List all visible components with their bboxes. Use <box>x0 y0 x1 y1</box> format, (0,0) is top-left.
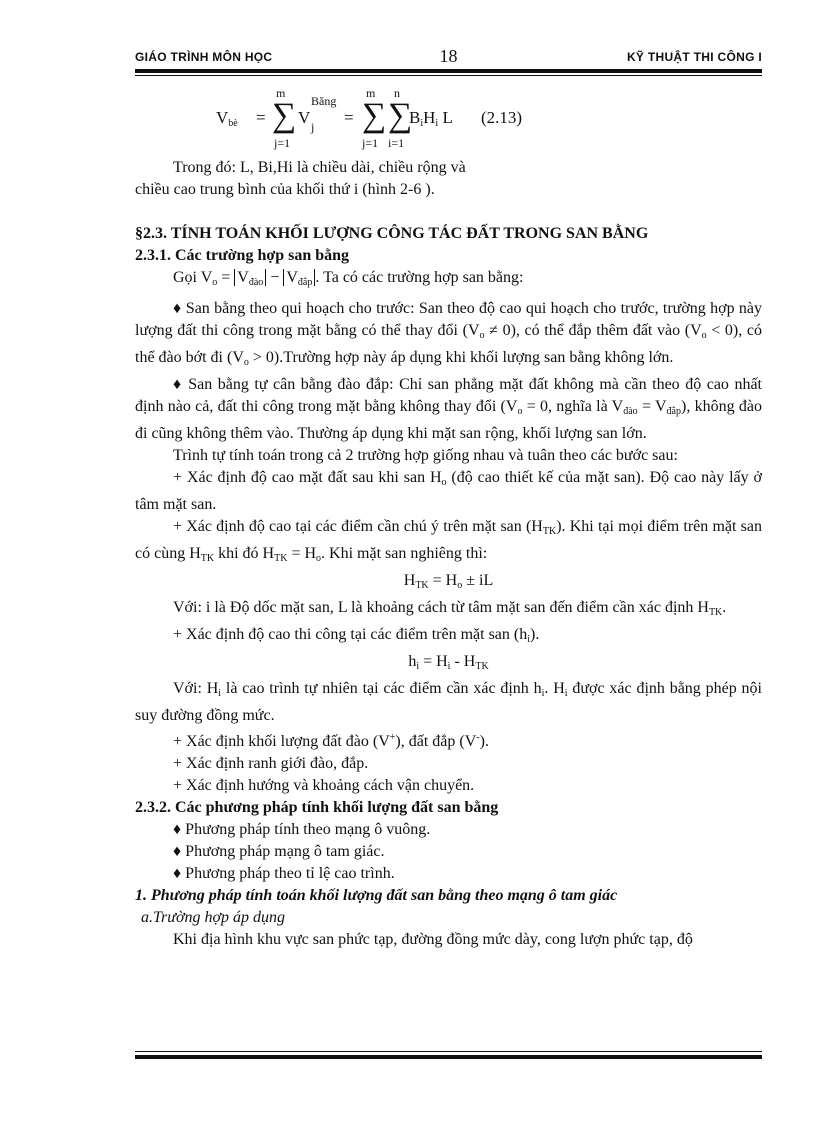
method-list-item: ♦ Phương pháp mạng ô tam giác. <box>173 843 385 860</box>
subsection-heading-2-3-1: 2.3.1. Các trường hợp san bằng <box>135 247 350 264</box>
paragraph: Trình tự tính toán trong cả 2 trường hợp giống nhau và tuân theo các bước sau: <box>173 447 678 464</box>
heading-method-1: 1. Phương pháp tính toán khối lượng đất san bằng theo mạng ô tam giác <box>135 887 618 904</box>
step-paragraph: + Xác định độ cao mặt đất sau khi san $H_o$ (độ cao thiết kế của mặt san). Độ cao này lấy ở tâm mặt san. <box>135 469 762 513</box>
formula-term2: $B_iH_i$ L <box>409 108 453 129</box>
sum3-upper-limit: n <box>394 86 400 100</box>
paragraph-goi: Gọi $V_o = V_{đào} - V_{đắp}$ . Ta có các trường hợp san bằng: <box>173 269 524 288</box>
step-paragraph: + Xác định ranh giới đào, đắp. <box>173 755 369 772</box>
header-rule-thin <box>135 75 762 76</box>
formula-2-13 <box>216 86 546 152</box>
bullet-paragraph: ♦ San bằng theo qui hoạch cho trước: San theo độ cao qui hoạch cho trước, trường hợp này lượng đất thi công trong mặt bằng có thể thay đổi $(V_o \ne 0)$, có thể đắp thêm đất vào $(V_o < 0)$, có thể đào bớt đi ($V_o$ > 0).Trường hợp này áp dụng khi khối lượng san bằng không lớn. <box>135 300 763 368</box>
sum-sign-3: ∑ <box>388 97 413 134</box>
paragraph: chiều cao trung bình của khối thứ i (hình 2-6 ). <box>135 181 435 198</box>
bullet-paragraph: ♦ San bằng tự cân bằng đào đắp: Chỉ san phẳng mặt đất không mà cần theo độ cao nhất định nào cả, đất thi công trong mặt bằng không thay đổi ($V_o = 0$, nghĩa là $V_{đào} = V_{đắp}$), không đào đi cũng không thêm vào. Thường áp dụng khi mặt san rộng, khối lượng san lớn. <box>135 376 762 442</box>
header-rule-thick <box>135 69 762 73</box>
formula-equals: = <box>256 108 266 127</box>
subsection-heading-2-3-2: 2.3.2. Các phương pháp tính khối lượng đất san bằng <box>135 799 499 816</box>
sum2-lower-limit: j=1 <box>362 136 379 150</box>
footer-rule-thick <box>135 1055 762 1059</box>
paragraph: Với: $H_i$ là cao trình tự nhiên tại các điểm cần xác định $h_i$. $H_i$ được xác định bằng phép nội suy đường đồng mức. <box>135 680 762 724</box>
heading-a: a.Trường hợp áp dụng <box>141 909 286 926</box>
formula-htk: $H_{TK} = H_o$ ± iL <box>403 572 494 591</box>
page-body <box>135 157 762 951</box>
sum-lower-limit: j=1 <box>274 136 291 150</box>
page-number: 18 <box>439 46 458 66</box>
step-paragraph: + Xác định hướng và khoảng cách vận chuyển. <box>173 777 475 794</box>
step-paragraph: + Xác định độ cao tại các điểm cần chú ý trên mặt san $(H_{TK})$. Khi tại mọi điểm trên mặt san có cùng $H_{TK}$ khi đó $H_{TK} = H_o$. Khi mặt san nghiêng thì: <box>135 518 762 564</box>
step-paragraph: + Xác định khối lượng đất đào (V+), đất đắp (V-). <box>173 732 489 750</box>
paragraph: Với: i là Độ dốc mặt san, L là khoảng cách từ tâm mặt san đến điểm cần xác định $H_{TK}$. <box>173 599 727 618</box>
formula-term1: V <box>298 108 311 127</box>
footer-rule-thin <box>135 1051 762 1052</box>
formula-number: (2.13) <box>481 108 523 127</box>
sum3-lower-limit: i=1 <box>388 136 405 150</box>
paragraph: Trong đó: L, Bi,Hi là chiều dài, chiều rộng và <box>173 159 466 176</box>
method-list-item: ♦ Phương pháp theo tỉ lệ cao trình. <box>173 865 395 882</box>
sum2-upper-limit: m <box>366 86 376 100</box>
formula-term1-sup: Băng <box>311 94 337 108</box>
formula-equals-2: = <box>344 108 354 127</box>
method-list-item: ♦ Phương pháp tính theo mạng ô vuông. <box>173 821 431 838</box>
header-subject-title: KỸ THUẬT THI CÔNG I <box>626 50 762 64</box>
paragraph: Khi địa hình khu vực san phức tạp, đường đồng mức dày, cong lượn phức tạp, độ <box>173 931 693 948</box>
formula-hi: $h_i = H_i - H_{TK}$ <box>408 653 489 672</box>
formula-term1-sub: j <box>311 120 315 134</box>
formula-lhs: $V_{bè}$ <box>216 108 238 129</box>
section-heading-2-3: §2.3. TÍNH TOÁN KHỐI LƯỢNG CÔNG TÁC ĐẤT TRONG SAN BẰNG <box>135 225 649 242</box>
sum-sign-2: ∑ <box>362 97 387 134</box>
sum-sign: ∑ <box>272 97 297 134</box>
sum-upper-limit: m <box>276 86 286 100</box>
header-course-title: GIÁO TRÌNH MÔN HỌC <box>135 50 273 64</box>
step-paragraph: + Xác định độ cao thi công tại các điểm trên mặt san $(h_i)$. <box>173 626 540 645</box>
